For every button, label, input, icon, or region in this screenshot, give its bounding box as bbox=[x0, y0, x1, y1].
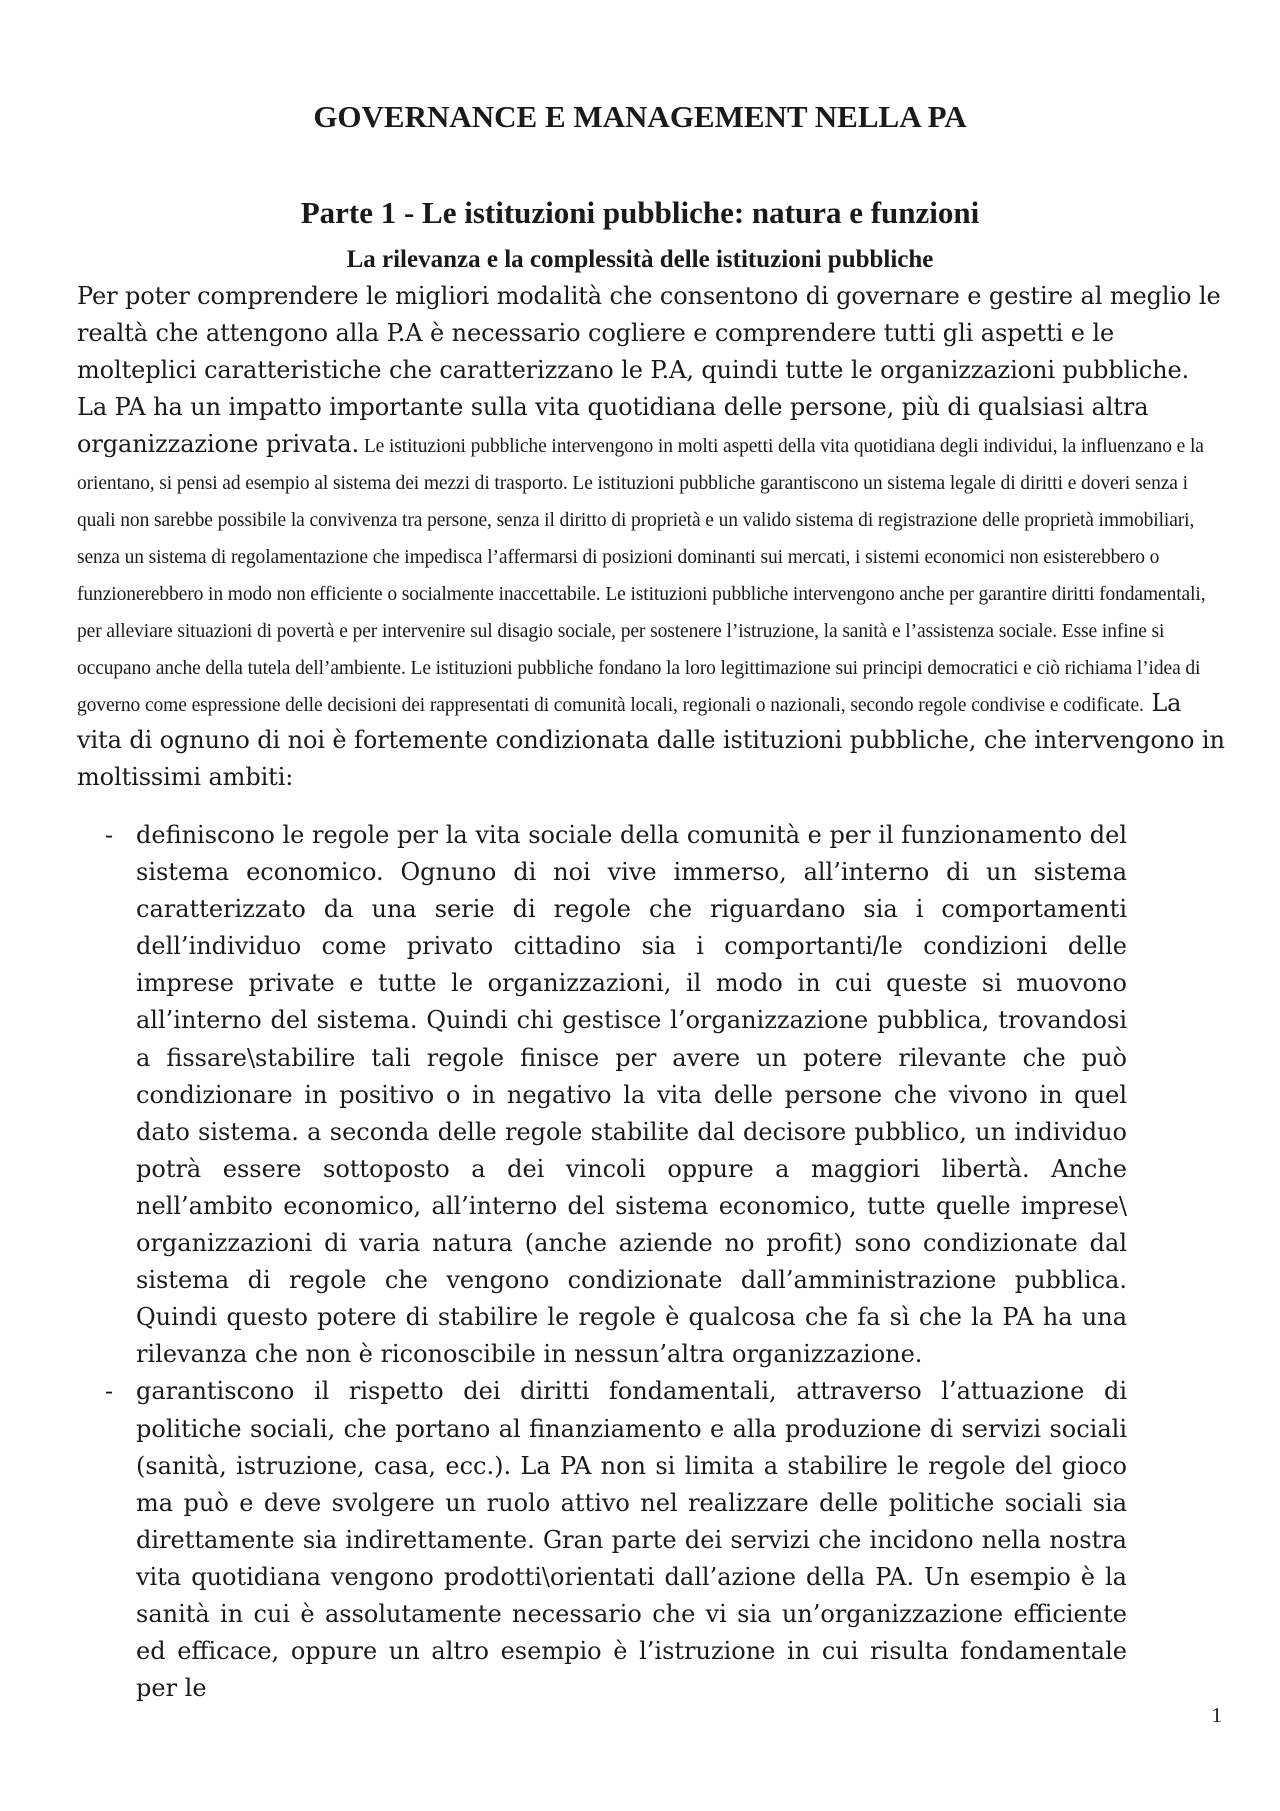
list-item bbox=[77, 817, 1127, 1373]
intro-tail-text: La vita di ognuno di noi è fortemente condizionata dalle istituzioni pubbliche, che intervengono in moltissimi ambiti: bbox=[77, 689, 1225, 791]
intro-large-text: Per poter comprendere le migliori modalità che consentono di governare e gestire al meglio le realtà che attengono alla P.A è necessario cogliere e comprendere tutti gli aspetti e le molteplici caratteristiche che caratterizzano le P.A, quindi tutte le organizzazioni pubbliche. La PA ha un impatto importante sulla vita quotidiana delle persone, più di qualsiasi altra organizzazione privata. bbox=[77, 282, 1221, 458]
list-item bbox=[77, 1373, 1127, 1707]
part-title: Parte 1 - Le istituzioni pubbliche: natura e funzioni bbox=[300, 195, 980, 230]
page-number: 1 bbox=[1211, 1703, 1222, 1727]
bullet-text: garantiscono il rispetto dei diritti fondamentali, attraverso l’attuazione di politiche sociali, che portano al finanziamento e alla produzione di servizi sociali (sanità, istruzione, casa, ecc.). La PA non si limita a stabilire le regole del gioco ma può e deve svolgere un ruolo attivo nel realizzare delle politiche sociali sia direttamente sia indirettamente. Gran parte dei servizi che incidono nella nostra vita quotidiana vengono prodotti\orientati dall’azione della PA. Un esempio è la sanità in cui è assolutamente necessario che vi sia un’organizzazione efficiente ed efficace, oppure un altro esempio è l’istruzione in cui risulta fondamentale per le bbox=[136, 1377, 1127, 1703]
bullet-marker: - bbox=[105, 821, 114, 849]
document-title: GOVERNANCE E MANAGEMENT NELLA PA bbox=[313, 99, 967, 134]
bullet-marker: - bbox=[105, 1377, 114, 1406]
intro-small-text: Le istituzioni pubbliche intervengono in molti aspetti della vita quotidiana degli individui, la influenzano e la orientano, si pensi ad esempio al sistema dei mezzi di trasporto. Le istituzioni pubbliche garantiscono un sistema legale di diritti e doveri senza i quali non sarebbe possibile la convivenza tra persone, senza il diritto di proprietà e un valido sistema di registrazione delle proprietà immobiliari, senza un sistema di regolamentazione che impedisca l’affermarsi di posizioni dominanti sui mercati, i sistemi economici non esisterebbero o funzionerebbero in modo non efficiente o socialmente inaccettabile. Le istituzioni pubbliche intervengono anche per garantire diritti fondamentali, per alleviare situazioni di povertà e per intervenire sul disagio sociale, per sostenere l’istruzione, la sanità e l’assistenza sociale. Esse infine si occupano anche della tutela dell’ambiente. Le istituzioni pubbliche fondano la loro legittimazione sui principi democratici e ciò richiama l’idea di governo come espressione delle decisioni dei rappresentati di comunità locali, regionali o nazionali, secondo regole condivise e codificate. bbox=[77, 436, 1206, 716]
bullet-list bbox=[77, 817, 1127, 1707]
section-title: La rilevanza e la complessità delle istituzioni pubbliche bbox=[346, 246, 934, 273]
bullet-text: definiscono le regole per la vita sociale della comunità e per il funzionamento del sistema economico. Ognuno di noi vive immerso, all’interno di un sistema caratterizzato da una serie di regole che riguardano sia i comportamenti dell’individuo come privato cittadino sia i comportanti/le condizioni delle imprese private e tutte le organizzazioni, il modo in cui queste si muovono all’interno del sistema. Quindi chi gestisce l’organizzazione pubblica, trovandosi a fissare\stabilire tali regole finisce per avere un potere rilevante che può condizionare in positivo o in negativo la vita delle persone che vivono in quel dato sistema. a seconda delle regole stabilite dal decisore pubblico, un individuo potrà essere sottoposto a dei vincoli oppure a maggiori libertà. Anche nell’ambito economico, all’interno del sistema economico, tutte quelle imprese\ organizzazioni di varia natura (anche aziende no profit) sono condizionate dal sistema di regole che vengono condizionate dall’amministrazione pubblica. Quindi questo potere di stabilire le regole è qualcosa che fa sì che la PA ha una rilevanza che non è riconoscibile in nessun’altra organizzazione. bbox=[136, 821, 1127, 1369]
intro-paragraph bbox=[77, 278, 1225, 796]
